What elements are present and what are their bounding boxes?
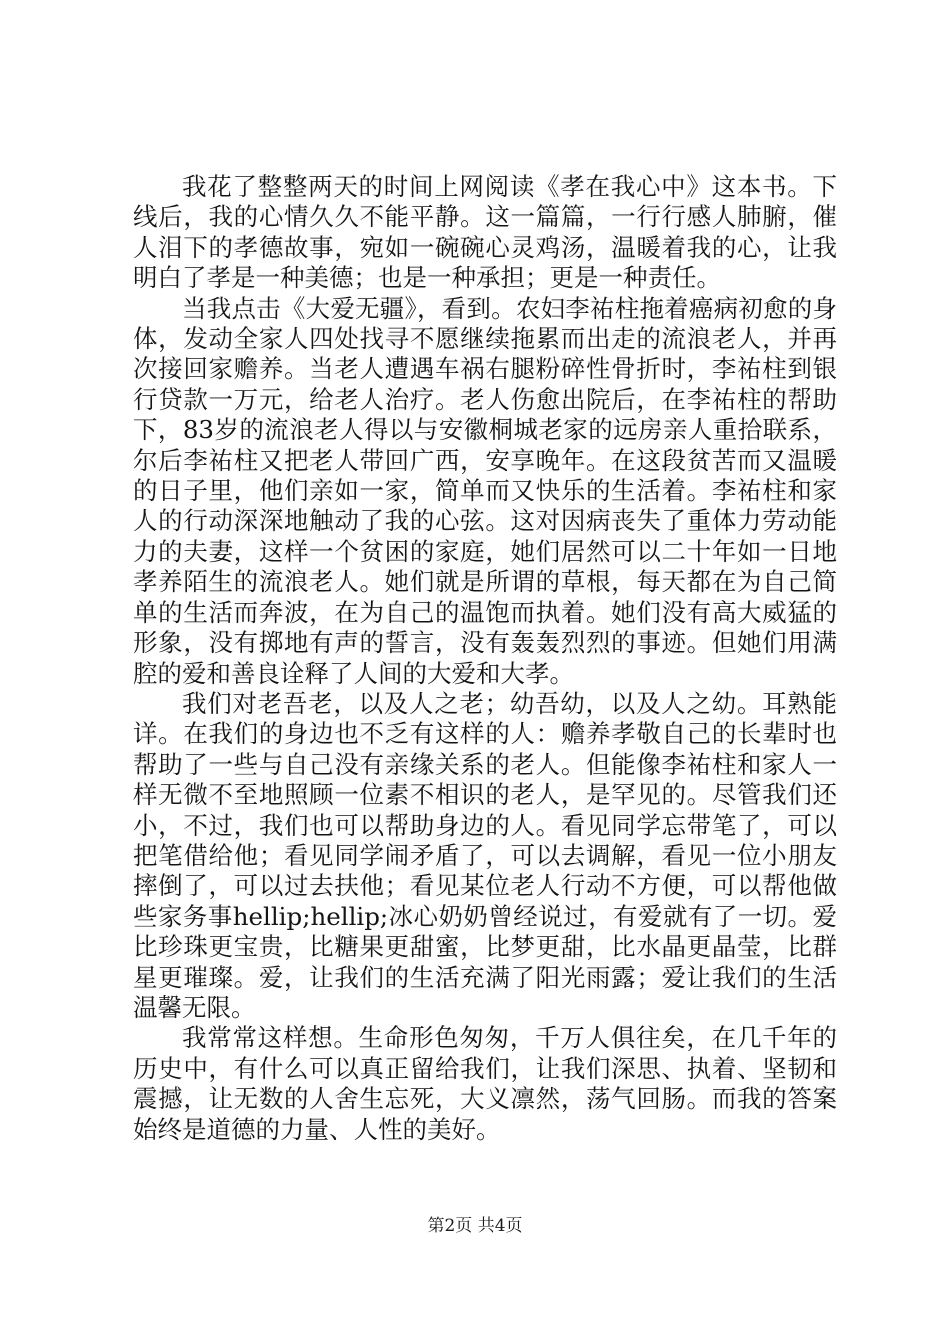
page-footer: 第2页 共4页	[427, 1216, 523, 1236]
paragraph-2: 当我点击《大爱无疆》，看到。农妇李祐柱拖着癌病初愈的身体，发动全家人四处找寻不愿继续拖累而出走的流浪老人，并再次接回家赡养。当老人遭遇车祸右腿粉碎性骨折时，李祐柱到银行贷款一万元，给老人治疗。老人伤愈出院后，在李祐柱的帮助下，83岁的流浪老人得以与安徽桐城老家的远房亲人重拾联系，尔后李祐柱又把老人带回广西，安享晚年。在这段贫苦而又温暖的日子里，他们亲如一家，简单而又快乐的生活着。李祐柱和家人的行动深深地触动了我的心弦。这对因病丧失了重体力劳动能力的夫妻，这样一个贫困的家庭，她们居然可以二十年如一日地孝养陌生的流浪老人。她们就是所谓的草根，每天都在为自己简单的生活而奔波，在为自己的温饱而执着。她们没有高大威猛的形象，没有掷地有声的誓言，没有轰轰烈烈的事迹。但她们用满腔的爱和善良诠释了人间的大爱和大孝。	[133, 293, 837, 688]
paragraph-1: 我花了整整两天的时间上网阅读《孝在我心中》这本书。下线后，我的心情久久不能平静。这一篇篇，一行行感人肺腑，催人泪下的孝德故事，宛如一碗碗心灵鸡汤，温暖着我的心，让我明白了孝是一种美德；也是一种承担；更是一种责任。	[133, 172, 837, 293]
paragraph-4: 我常常这样想。生命形色匆匆，千万人俱往矣，在几千年的历史中，有什么可以真正留给我们，让我们深思、执着、坚韧和震撼，让无数的人舍生忘死，大义凛然，荡气回肠。而我的答案始终是道德的力量、人性的美好。	[133, 1023, 837, 1144]
paragraph-3: 我们对老吾老，以及人之老；幼吾幼，以及人之幼。耳熟能详。在我们的身边也不乏有这样的人：赡养孝敬自己的长辈时也帮助了一些与自己没有亲缘关系的老人。但能像李祐柱和家人一样无微不至地照顾一位素不相识的老人，是罕见的。尽管我们还小，不过，我们也可以帮助身边的人。看见同学忘带笔了，可以把笔借给他；看见同学闹矛盾了，可以去调解，看见一位小朋友摔倒了，可以过去扶他；看见某位老人行动不方便，可以帮他做些家务事hellip;hellip;冰心奶奶曾经说过，有爱就有了一切。爱比珍珠更宝贵，比糖果更甜蜜，比梦更甜，比水晶更晶莹，比群星更璀璨。爱，让我们的生活充满了阳光雨露；爱让我们的生活温馨无限。	[133, 688, 837, 1022]
document-body	[133, 172, 837, 1145]
